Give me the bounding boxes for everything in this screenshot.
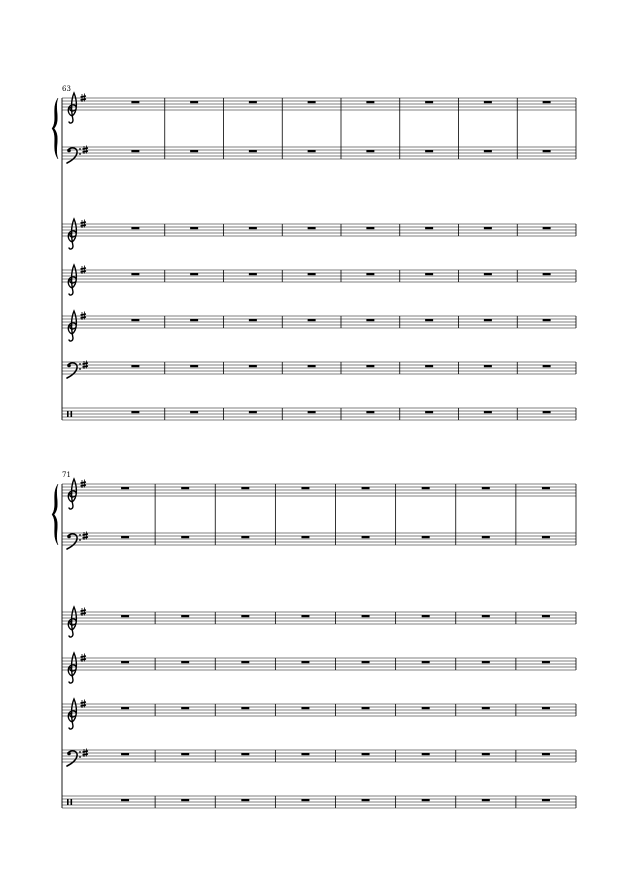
whole-rest-icon (425, 365, 433, 367)
staff-3 (62, 219, 576, 249)
measure-number: 71 (62, 471, 71, 479)
whole-rest-icon (131, 365, 139, 367)
system-1 (52, 85, 576, 420)
whole-rest-icon (181, 799, 189, 801)
whole-rest-icon (121, 615, 129, 617)
whole-rest-icon (190, 227, 198, 229)
whole-rest-icon (422, 707, 430, 709)
bass-clef-dot-icon (79, 368, 81, 370)
whole-rest-icon (121, 753, 129, 755)
percussion-clef-icon (67, 799, 69, 805)
bass-clef-dot-icon (67, 149, 71, 153)
whole-rest-icon (484, 101, 492, 103)
staff-1 (62, 479, 576, 545)
whole-rest-icon (249, 273, 257, 275)
staff-6 (62, 749, 576, 767)
staff-7 (62, 796, 576, 808)
treble-clef-icon (68, 265, 76, 295)
whole-rest-icon (301, 536, 309, 538)
treble-clef-icon (68, 311, 76, 341)
whole-rest-icon (249, 150, 257, 152)
whole-rest-icon (484, 273, 492, 275)
whole-rest-icon (362, 707, 370, 709)
whole-rest-icon (121, 707, 129, 709)
whole-rest-icon (482, 753, 490, 755)
whole-rest-icon (121, 661, 129, 663)
whole-rest-icon (362, 536, 370, 538)
whole-rest-icon (366, 150, 374, 152)
whole-rest-icon (181, 615, 189, 617)
whole-rest-icon (249, 411, 257, 413)
whole-rest-icon (422, 661, 430, 663)
whole-rest-icon (425, 227, 433, 229)
percussion-clef-icon (71, 799, 73, 805)
whole-rest-icon (190, 411, 198, 413)
whole-rest-icon (542, 487, 550, 489)
whole-rest-icon (190, 365, 198, 367)
whole-rest-icon (366, 365, 374, 367)
whole-rest-icon (543, 411, 551, 413)
whole-rest-icon (543, 101, 551, 103)
whole-rest-icon (131, 227, 139, 229)
whole-rest-icon (425, 319, 433, 321)
whole-rest-icon (301, 487, 309, 489)
whole-rest-icon (362, 615, 370, 617)
whole-rest-icon (308, 101, 316, 103)
whole-rest-icon (362, 487, 370, 489)
staff-6 (62, 361, 576, 379)
whole-rest-icon (249, 319, 257, 321)
whole-rest-icon (422, 536, 430, 538)
whole-rest-icon (249, 227, 257, 229)
whole-rest-icon (484, 227, 492, 229)
staff-3 (62, 607, 576, 637)
staff-7 (62, 408, 576, 420)
whole-rest-icon (121, 536, 129, 538)
whole-rest-icon (190, 101, 198, 103)
percussion-clef-icon (67, 411, 69, 417)
whole-rest-icon (241, 707, 249, 709)
whole-rest-icon (543, 319, 551, 321)
whole-rest-icon (362, 661, 370, 663)
percussion-clef-icon (71, 411, 73, 417)
whole-rest-icon (425, 411, 433, 413)
whole-rest-icon (308, 150, 316, 152)
whole-rest-icon (241, 536, 249, 538)
treble-clef-icon (68, 219, 76, 249)
whole-rest-icon (484, 319, 492, 321)
whole-rest-icon (542, 615, 550, 617)
bass-clef-dot-icon (79, 148, 81, 150)
whole-rest-icon (181, 707, 189, 709)
whole-rest-icon (181, 487, 189, 489)
staff-5 (62, 311, 576, 341)
whole-rest-icon (542, 707, 550, 709)
whole-rest-icon (241, 615, 249, 617)
whole-rest-icon (482, 536, 490, 538)
whole-rest-icon (366, 273, 374, 275)
whole-rest-icon (249, 365, 257, 367)
whole-rest-icon (422, 799, 430, 801)
whole-rest-icon (482, 487, 490, 489)
treble-clef-icon (68, 699, 76, 729)
whole-rest-icon (543, 227, 551, 229)
whole-rest-icon (241, 661, 249, 663)
system-2 (52, 471, 576, 808)
whole-rest-icon (301, 799, 309, 801)
whole-rest-icon (190, 150, 198, 152)
whole-rest-icon (131, 101, 139, 103)
whole-rest-icon (366, 411, 374, 413)
whole-rest-icon (482, 615, 490, 617)
whole-rest-icon (301, 707, 309, 709)
whole-rest-icon (131, 411, 139, 413)
whole-rest-icon (542, 753, 550, 755)
whole-rest-icon (308, 365, 316, 367)
whole-rest-icon (484, 365, 492, 367)
whole-rest-icon (301, 661, 309, 663)
whole-rest-icon (308, 273, 316, 275)
bass-clef-dot-icon (67, 535, 71, 539)
whole-rest-icon (131, 319, 139, 321)
bass-clef-dot-icon (67, 364, 71, 368)
staff-4 (62, 653, 576, 683)
whole-rest-icon (181, 661, 189, 663)
whole-rest-icon (422, 753, 430, 755)
whole-rest-icon (181, 753, 189, 755)
staff-1 (62, 93, 576, 159)
whole-rest-icon (422, 615, 430, 617)
whole-rest-icon (425, 101, 433, 103)
treble-clef-icon (68, 93, 76, 123)
whole-rest-icon (362, 799, 370, 801)
whole-rest-icon (301, 753, 309, 755)
whole-rest-icon (301, 615, 309, 617)
whole-rest-icon (543, 273, 551, 275)
bass-clef-dot-icon (79, 153, 81, 155)
whole-rest-icon (542, 536, 550, 538)
staff-4 (62, 265, 576, 295)
bass-clef-dot-icon (67, 752, 71, 756)
whole-rest-icon (425, 150, 433, 152)
whole-rest-icon (542, 661, 550, 663)
brace-icon (52, 484, 58, 545)
whole-rest-icon (241, 799, 249, 801)
treble-clef-icon (68, 607, 76, 637)
whole-rest-icon (190, 273, 198, 275)
bass-clef-dot-icon (79, 363, 81, 365)
whole-rest-icon (362, 753, 370, 755)
bass-clef-dot-icon (79, 539, 81, 541)
whole-rest-icon (121, 799, 129, 801)
whole-rest-icon (422, 487, 430, 489)
whole-rest-icon (308, 227, 316, 229)
measure-number: 63 (62, 85, 71, 93)
staff-2 (62, 146, 576, 164)
staff-5 (62, 699, 576, 729)
bass-clef-dot-icon (79, 751, 81, 753)
brace-icon (52, 98, 58, 159)
staff-2 (62, 532, 576, 550)
whole-rest-icon (308, 411, 316, 413)
whole-rest-icon (366, 319, 374, 321)
whole-rest-icon (484, 150, 492, 152)
whole-rest-icon (484, 411, 492, 413)
whole-rest-icon (241, 753, 249, 755)
whole-rest-icon (482, 707, 490, 709)
whole-rest-icon (241, 487, 249, 489)
bass-clef-dot-icon (79, 534, 81, 536)
whole-rest-icon (181, 536, 189, 538)
whole-rest-icon (366, 101, 374, 103)
bass-clef-dot-icon (79, 756, 81, 758)
treble-clef-icon (68, 479, 76, 509)
whole-rest-icon (131, 273, 139, 275)
whole-rest-icon (121, 487, 129, 489)
whole-rest-icon (543, 150, 551, 152)
whole-rest-icon (542, 799, 550, 801)
whole-rest-icon (366, 227, 374, 229)
whole-rest-icon (482, 661, 490, 663)
whole-rest-icon (249, 101, 257, 103)
whole-rest-icon (131, 150, 139, 152)
whole-rest-icon (543, 365, 551, 367)
whole-rest-icon (425, 273, 433, 275)
whole-rest-icon (190, 319, 198, 321)
treble-clef-icon (68, 653, 76, 683)
whole-rest-icon (482, 799, 490, 801)
score-systems (52, 85, 576, 808)
whole-rest-icon (308, 319, 316, 321)
